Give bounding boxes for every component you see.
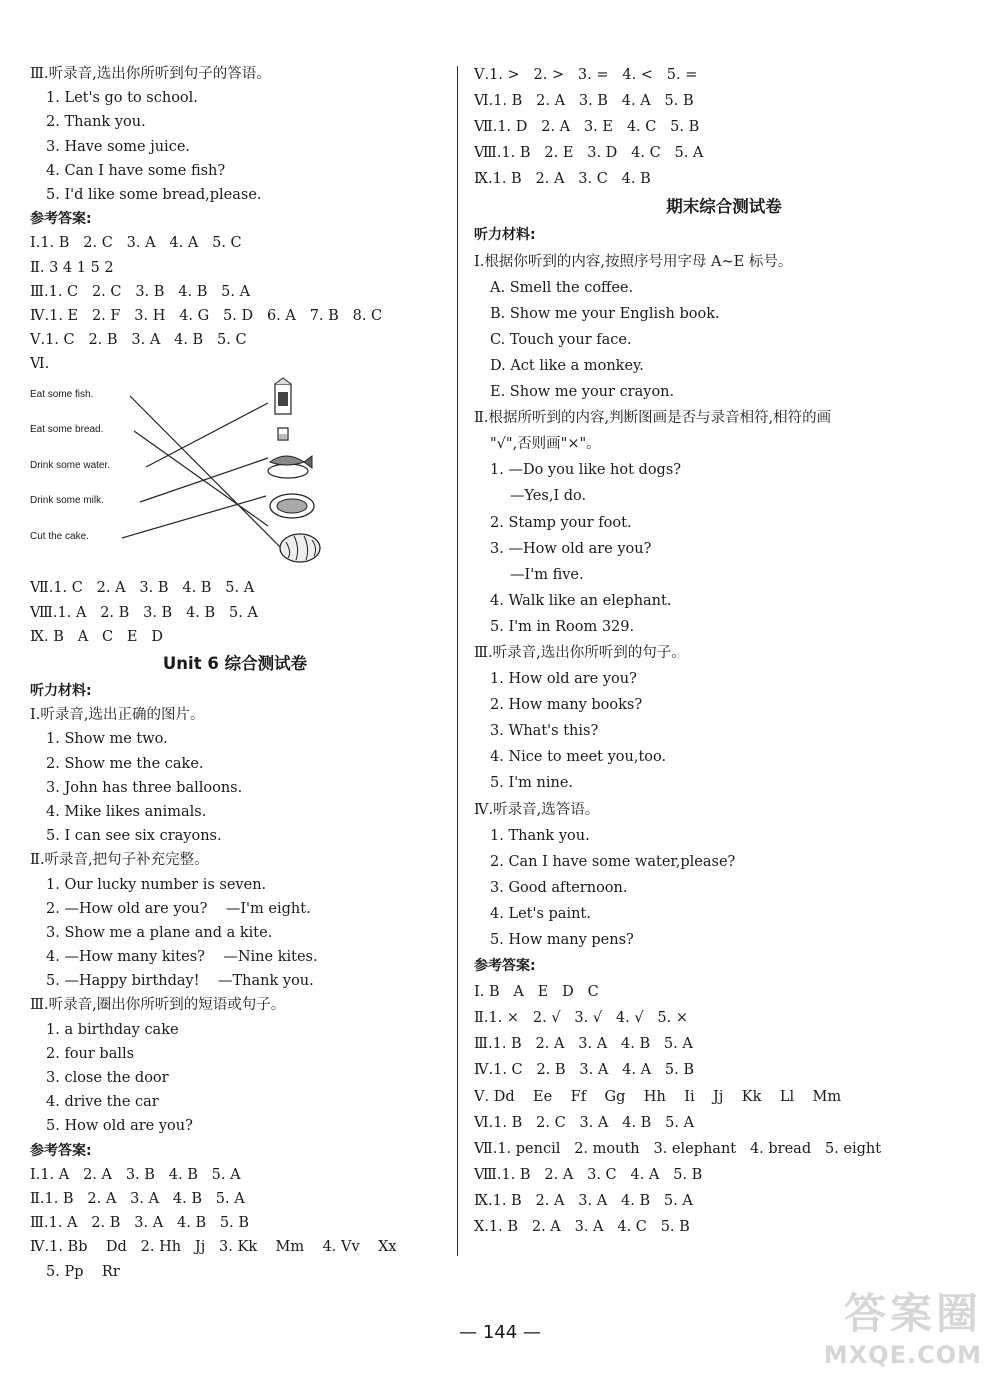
match-line-5 — [122, 496, 266, 538]
text-line: Ⅰ.1. B 2. C 3. A 4. A 5. C — [30, 235, 242, 252]
text-line: B. Show me your English book. — [490, 305, 720, 322]
left-block-1 — [30, 62, 440, 376]
text-line: Ⅷ.1. B 2. E 3. D 4. C 5. A — [474, 145, 704, 162]
text-line: 1. Show me two. — [46, 731, 168, 748]
text-line: 3. What's this? — [490, 723, 599, 740]
text-line: 1. a birthday cake — [46, 1021, 179, 1038]
text-line: Ⅲ.1. A 2. B 3. A 4. B 5. B — [30, 1215, 250, 1232]
text-line: 3. John has three balloons. — [46, 779, 243, 796]
right-column — [474, 62, 974, 1240]
watermark-logo-text: 答案圈 — [843, 1289, 982, 1338]
text-line: Ⅰ.听录音,选出正确的图片。 — [30, 707, 205, 724]
page-number: — 144 — — [459, 1322, 541, 1343]
text-line: 1. Let's go to school. — [46, 90, 198, 107]
match-line-4 — [140, 458, 268, 502]
text-line: 4. Nice to meet you,too. — [490, 749, 667, 766]
text-line: 5. —Happy birthday! —Thank you. — [46, 973, 314, 990]
text-line: 2. Can I have some water,please? — [490, 853, 736, 870]
text-line: 3. Have some juice. — [46, 138, 191, 155]
section-heading: 参考答案: — [30, 211, 92, 228]
text-line: Ⅲ.1. C 2. C 3. B 4. B 5. A — [30, 283, 251, 300]
watermark-url: MXQE.COM — [823, 1341, 982, 1369]
text-line: 5. I'd like some bread,please. — [46, 186, 262, 203]
text-line: 4. drive the car — [46, 1094, 159, 1111]
text-line: Ⅱ.听录音,把句子补充完整。 — [30, 852, 209, 869]
text-line: 4. Mike likes animals. — [46, 803, 207, 820]
text-line: Ⅲ.听录音,圈出你所听到的短语或句子。 — [30, 997, 286, 1014]
section-heading: 听力材料: — [30, 683, 92, 699]
text-line: 5. I'm nine. — [490, 775, 574, 792]
text-line: Ⅳ.听录音,选答语。 — [474, 801, 600, 818]
text-line: 3. Show me a plane and a kite. — [46, 924, 273, 941]
text-line: 2. Stamp your foot. — [490, 514, 632, 531]
text-line: Ⅱ. 3 4 1 5 2 — [30, 259, 114, 276]
section-title-final: 期末综合测试卷 — [666, 197, 782, 217]
match-label-5: Cut the cake. — [30, 531, 89, 543]
text-line: Ⅵ. — [30, 356, 50, 373]
left-column — [30, 62, 440, 1284]
left-block-2 — [30, 576, 440, 649]
text-line: 4. Let's paint. — [490, 905, 591, 922]
section-title-unit6: Unit 6 综合测试卷 — [162, 654, 308, 673]
text-line: Ⅰ. B A E D C — [474, 984, 599, 1001]
text-line: C. Touch your face. — [490, 331, 632, 348]
text-line: Ⅶ.1. C 2. A 3. B 4. B 5. A — [30, 580, 255, 597]
text-line: 4. Walk like an elephant. — [490, 592, 672, 609]
match-label-1: Eat some fish. — [30, 389, 94, 401]
matching-drawing — [30, 376, 330, 576]
text-line: 5. How old are you? — [46, 1118, 193, 1135]
text-line: Ⅷ.1. B 2. A 3. C 4. A 5. B — [474, 1166, 703, 1183]
section-heading: 参考答案: — [30, 1142, 92, 1159]
text-line: Ⅶ.1. D 2. A 3. E 4. C 5. B — [474, 119, 700, 136]
text-line: Ⅵ.1. B 2. A 3. B 4. A 5. B — [474, 93, 694, 110]
text-line: 1. Thank you. — [490, 827, 590, 844]
text-line: Ⅵ.1. B 2. C 3. A 4. B 5. A — [474, 1114, 695, 1131]
text-line: —Yes,I do. — [510, 488, 587, 505]
text-line: E. Show me your crayon. — [490, 384, 675, 401]
text-line: Ⅸ.1. B 2. A 3. C 4. B — [474, 171, 651, 188]
text-line: 5. I'm in Room 329. — [490, 618, 635, 635]
text-line: Ⅱ.1. × 2. √ 3. √ 4. √ 5. × — [474, 1010, 689, 1027]
text-line: Ⅲ.听录音,选出你所听到句子的答语。 — [30, 66, 271, 82]
fish-plate-icon — [270, 494, 314, 518]
text-line: Ⅴ.1. > 2. > 3. = 4. < 5. = — [474, 67, 698, 83]
match-label-2: Eat some bread. — [30, 424, 104, 436]
text-line: A. Smell the coffee. — [490, 279, 634, 296]
text-line: Ⅷ.1. A 2. B 3. B 4. B 5. A — [30, 604, 258, 621]
text-line: Ⅲ.听录音,选出你所听到的句子。 — [474, 644, 686, 661]
text-line: 2. How many books? — [490, 697, 643, 714]
text-line: 5. How many pens? — [490, 932, 634, 948]
text-line: Ⅶ.1. pencil 2. mouth 3. elephant 4. bread 5. eight — [474, 1140, 882, 1157]
text-line: 5. Pp Rr — [46, 1263, 120, 1280]
match-line-3 — [146, 403, 268, 467]
right-block-1 — [474, 62, 974, 192]
text-line: Ⅸ. B A C E D — [30, 628, 163, 645]
text-line: 3. Good afternoon. — [490, 879, 628, 896]
match-line-2 — [134, 431, 268, 526]
matching-exercise — [30, 376, 330, 576]
text-line: 2. Show me the cake. — [46, 755, 204, 772]
text-line: Ⅸ.1. B 2. A 3. A 4. B 5. A — [474, 1192, 693, 1209]
text-line: Ⅳ.1. E 2. F 3. H 4. G 5. D 6. A 7. B 8. C — [30, 307, 383, 324]
text-line: Ⅱ.根据所听到的内容,判断图画是否与录音相符,相符的画 — [474, 410, 832, 427]
text-line: Ⅳ.1. Bb Dd 2. Hh Jj 3. Kk Mm 4. Vv Xx — [30, 1239, 397, 1256]
right-block-2 — [474, 222, 974, 1240]
text-line: 1. How old are you? — [490, 671, 637, 688]
text-line: 2. four balls — [46, 1045, 135, 1062]
left-block-3 — [30, 679, 440, 1284]
match-label-3: Drink some water. — [30, 460, 111, 472]
text-line: 2. —How old are you? —I'm eight. — [46, 900, 311, 917]
watermark — [824, 1281, 982, 1369]
section-heading: 参考答案: — [474, 958, 536, 975]
milk-carton-icon — [275, 378, 291, 414]
bread-icon — [280, 534, 320, 562]
text-line: 4. Can I have some fish? — [46, 162, 226, 179]
text-line: Ⅴ. Dd Ee Ff Gg Hh Ii Jj Kk Ll Mm — [474, 1088, 842, 1105]
section-heading: 听力材料: — [474, 227, 536, 244]
text-line: Ⅰ.根据你听到的内容,按照序号用字母 A~E 标号。 — [474, 253, 793, 270]
text-line: Ⅹ.1. B 2. A 3. A 4. C 5. B — [474, 1219, 690, 1236]
text-line: Ⅴ.1. C 2. B 3. A 4. B 5. C — [30, 332, 247, 349]
text-line: 4. —How many kites? —Nine kites. — [46, 949, 318, 966]
text-line: "√",否则画"×"。 — [490, 436, 601, 453]
text-line: 1. Our lucky number is seven. — [46, 876, 267, 893]
fish-dish-icon — [268, 456, 312, 478]
text-line: 3. close the door — [46, 1070, 169, 1086]
water-glass-icon — [278, 428, 288, 440]
text-line: Ⅲ.1. B 2. A 3. A 4. B 5. A — [474, 1036, 693, 1053]
column-divider — [457, 66, 458, 1256]
text-line: 3. —How old are you? — [490, 540, 652, 557]
text-line: —I'm five. — [510, 566, 584, 583]
text-line: Ⅱ.1. B 2. A 3. A 4. B 5. A — [30, 1190, 245, 1207]
text-line: 5. I can see six crayons. — [46, 828, 222, 845]
text-line: 2. Thank you. — [46, 114, 146, 131]
text-line: Ⅳ.1. C 2. B 3. A 4. A 5. B — [474, 1062, 694, 1079]
text-line: Ⅰ.1. A 2. A 3. B 4. B 5. A — [30, 1166, 241, 1183]
match-label-4: Drink some milk. — [30, 495, 104, 507]
text-line: 1. —Do you like hot dogs? — [490, 462, 682, 479]
text-line: D. Act like a monkey. — [490, 357, 644, 374]
